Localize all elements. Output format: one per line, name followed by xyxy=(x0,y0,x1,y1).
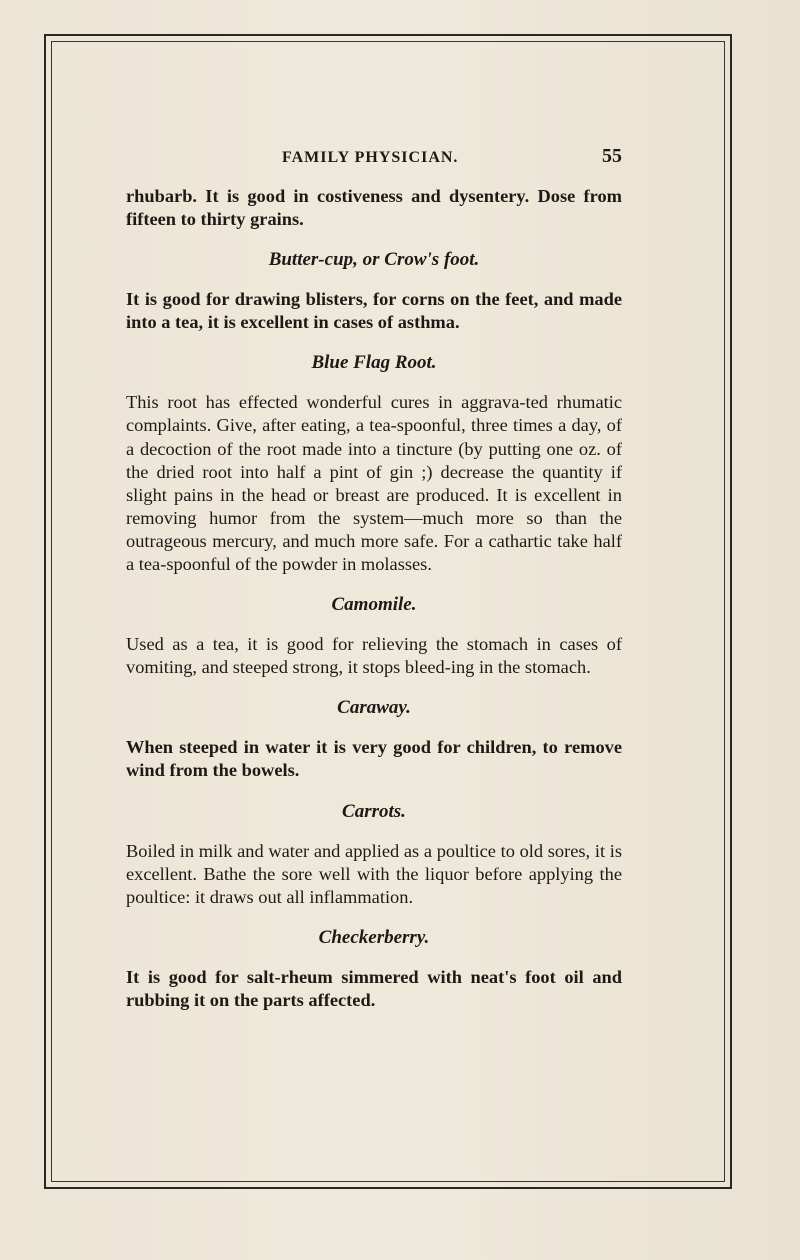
paragraph-carrots: Boiled in milk and water and applied as a poultice to old sores, it is excellent. Bathe the sore well with the liquor before applying the poultice: it draws out all inflammation. xyxy=(126,840,622,907)
paragraph-blue-flag-root: This root has effected wonderful cures in aggrava-ted rhumatic complaints. Give, after eating, a tea-spoonful, three times a day, of a decoction of the root made into a tincture (by putting one oz. of the dried root into half a pint of gin ;) decrease the quantity if slight pains in the head or breast are produced. It is excellent in removing humor from the system—much more so than the outrageous mercury, and much more safe. For a cathartic take half a tea-spoonful of the powder in molasses. xyxy=(126,392,622,575)
heading-carrots: Carrots. xyxy=(342,800,406,822)
paragraph-camomile: Used as a tea, it is good for relieving the stomach in cases of vomiting, and steeped strong, it stops bleed-ing in the stomach. xyxy=(126,634,622,678)
page-number: 55 xyxy=(602,145,622,167)
running-head xyxy=(126,145,622,171)
paragraph-rhubarb: rhubarb. It is good in costiveness and dysentery. Dose from fifteen to thirty grains. xyxy=(126,186,622,230)
paragraph-checkerberry: It is good for salt-rheum simmered with neat's foot oil and rubbing it on the parts affected. xyxy=(126,966,622,1010)
running-title: FAMILY PHYSICIAN. xyxy=(282,149,459,166)
heading-blue-flag-root: Blue Flag Root. xyxy=(311,352,437,374)
page-text xyxy=(126,145,622,1029)
paragraph-caraway: When steeped in water it is very good for children, to remove wind from the bowels. xyxy=(126,737,622,781)
heading-checkerberry: Checkerberry. xyxy=(318,926,430,948)
paragraph-buttercup: It is good for drawing blisters, for corns on the feet, and made into a tea, it is excellent in cases of asthma. xyxy=(126,289,622,333)
heading-camomile: Camomile. xyxy=(331,594,417,616)
heading-caraway: Caraway. xyxy=(337,697,411,719)
heading-buttercup: Butter-cup, or Crow's foot. xyxy=(268,249,480,271)
